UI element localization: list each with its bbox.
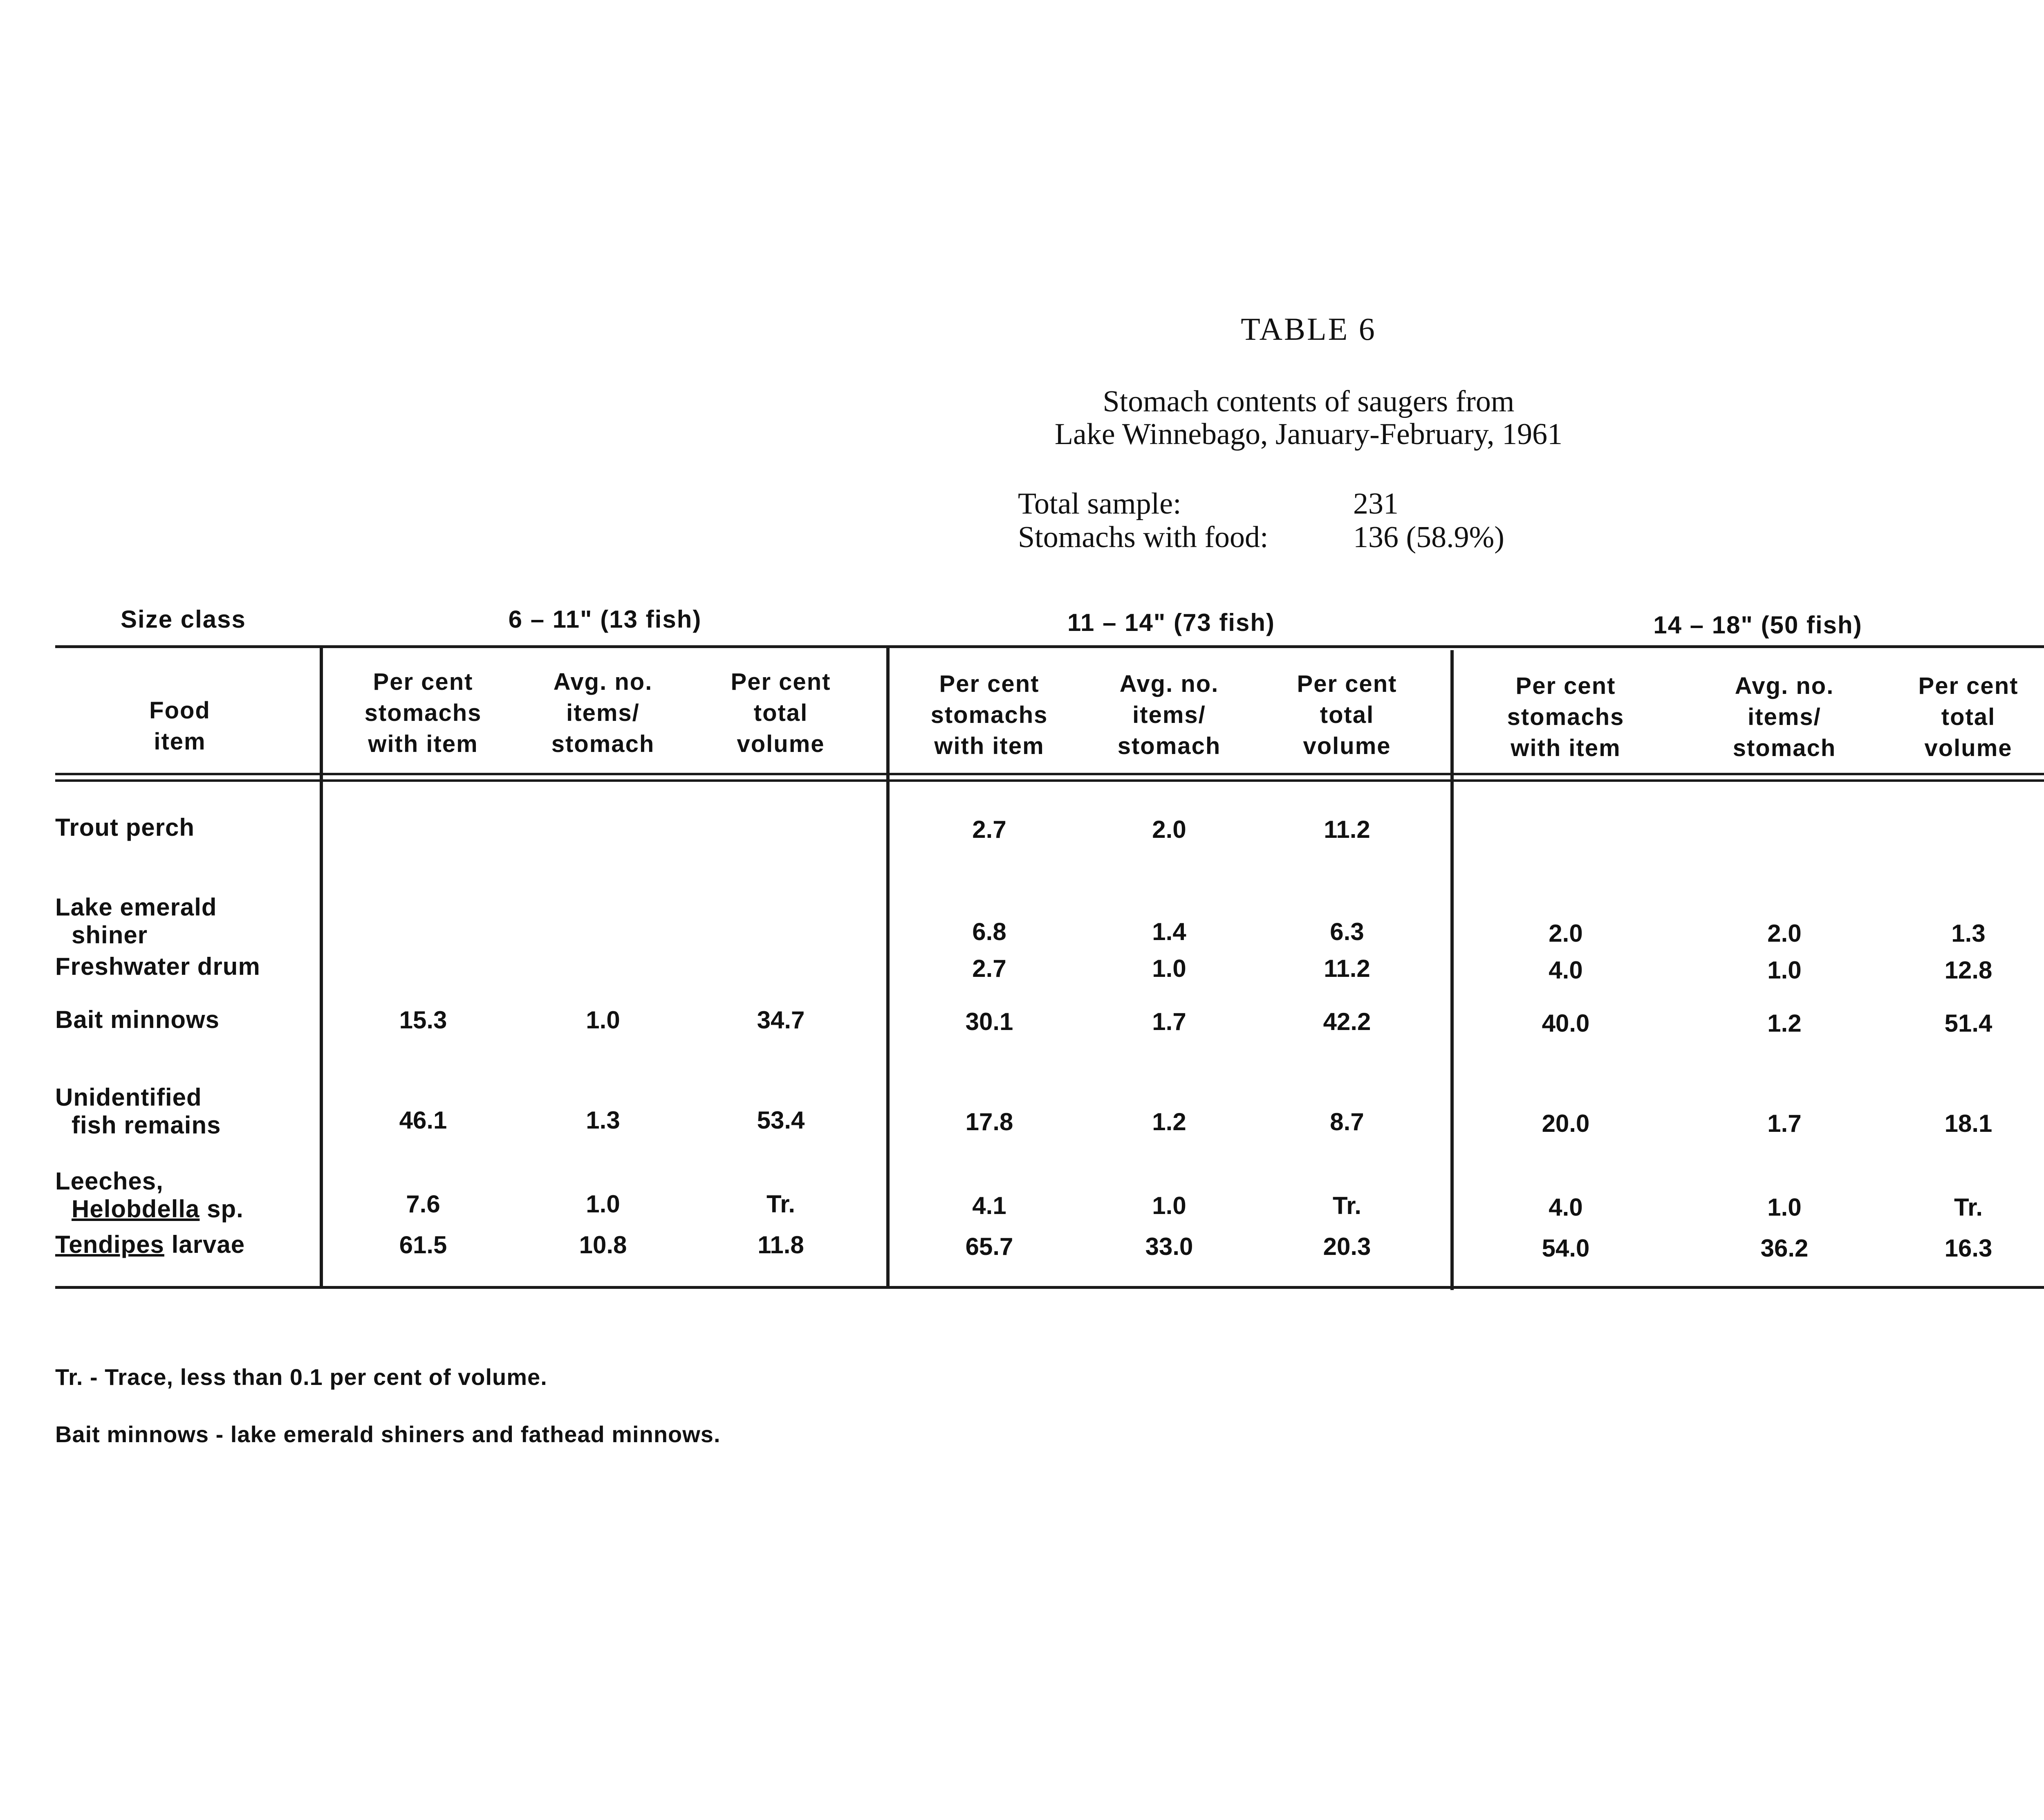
column-header-g1-c1 xyxy=(356,667,491,760)
group-header-14-18: 14 – 18" (50 fish) xyxy=(1653,611,1862,639)
table-caption-line-2: Lake Winnebago, January-February, 1961 xyxy=(1054,417,1563,451)
row-label-line: shiner xyxy=(72,921,148,949)
header-double-rule-bottom xyxy=(55,779,2044,782)
column-header-line: Avg. no. xyxy=(1735,673,1834,699)
table-cell: 1.7 xyxy=(1767,1110,1802,1137)
column-header-line: Per cent xyxy=(1918,673,2019,699)
column-divider-1 xyxy=(320,646,323,1288)
column-header-line: stomach xyxy=(551,731,655,757)
row-label xyxy=(55,814,195,842)
table-cell: Tr. xyxy=(766,1190,796,1218)
row-label xyxy=(55,1084,221,1139)
table-cell: 1.0 xyxy=(1152,1192,1186,1219)
table-cell: 1.3 xyxy=(586,1106,620,1134)
row-label-line: fish remains xyxy=(72,1111,221,1139)
column-header-line: items/ xyxy=(1748,704,1821,730)
table-cell: 54.0 xyxy=(1542,1234,1590,1262)
stomachs-with-food-value: 136 (58.9%) xyxy=(1353,521,1504,554)
column-header-line: volume xyxy=(1924,735,2013,761)
column-header-line: Per cent xyxy=(939,671,1040,697)
row-label xyxy=(55,1231,245,1259)
table-cell: 42.2 xyxy=(1323,1008,1371,1035)
group-header-11-14: 11 – 14" (73 fish) xyxy=(1067,609,1275,636)
column-header-line: Avg. no. xyxy=(553,669,653,695)
species-name: Helobdella xyxy=(72,1195,200,1223)
table-cell: Tr. xyxy=(1954,1194,1983,1221)
column-header-g1-c3 xyxy=(713,667,848,760)
column-header-line: Avg. no. xyxy=(1119,671,1219,697)
column-header-g2-c1 xyxy=(922,669,1057,762)
table-cell: 11.2 xyxy=(1324,816,1370,843)
column-header-g3-c3 xyxy=(1901,671,2036,764)
table-cell: Tr. xyxy=(1332,1192,1362,1219)
column-header-line: items/ xyxy=(1132,702,1206,728)
stomachs-with-food-label: Stomachs with food: xyxy=(1018,521,1269,554)
table-cell: 33.0 xyxy=(1145,1233,1193,1260)
row-label-line xyxy=(55,1195,244,1223)
table-cell: 20.0 xyxy=(1542,1110,1590,1137)
table-cell: 46.1 xyxy=(399,1106,447,1134)
table-caption-line-1: Stomach contents of saugers from xyxy=(1103,385,1515,418)
column-header-line: volume xyxy=(737,731,825,757)
column-divider-2 xyxy=(886,648,890,1288)
table-cell: 34.7 xyxy=(757,1006,805,1034)
species-suffix: sp. xyxy=(199,1195,244,1223)
column-header-line: total xyxy=(753,700,808,726)
table-cell: 1.2 xyxy=(1152,1108,1186,1136)
table-cell: 40.0 xyxy=(1542,1010,1590,1037)
column-header-line: stomachs xyxy=(930,702,1048,728)
row-label xyxy=(55,953,260,981)
table-cell: 2.7 xyxy=(972,955,1006,982)
row-label-line: Freshwater drum xyxy=(55,953,260,980)
table-cell: 15.3 xyxy=(399,1006,447,1034)
table-cell: 11.2 xyxy=(1324,955,1370,982)
table-cell: 4.1 xyxy=(972,1192,1006,1219)
table-cell: 8.7 xyxy=(1330,1108,1364,1136)
genus-name: Tendipes xyxy=(55,1231,164,1258)
column-header-line: Per cent xyxy=(373,669,473,695)
table-cell: 6.3 xyxy=(1330,918,1364,945)
row-label xyxy=(55,893,217,949)
row-label-line xyxy=(55,1231,245,1259)
column-header-g3-c2 xyxy=(1717,671,1852,764)
table-cell: 1.0 xyxy=(586,1190,620,1218)
row-label xyxy=(55,1006,220,1034)
table-cell: 2.0 xyxy=(1152,816,1186,843)
row-label-line: Bait minnows xyxy=(55,1006,220,1033)
column-header-line: total xyxy=(1941,704,1996,730)
column-header-line: with item xyxy=(1511,735,1621,761)
column-header-line: Per cent xyxy=(731,669,831,695)
table-cell: 18.1 xyxy=(1944,1110,1992,1137)
table-cell: 51.4 xyxy=(1944,1010,1992,1037)
total-sample-value: 231 xyxy=(1353,487,1399,521)
table-cell: 1.0 xyxy=(1152,955,1186,982)
table-cell: 10.8 xyxy=(579,1231,627,1259)
column-header-line: Per cent xyxy=(1515,673,1616,699)
row-label-line: Leeches, xyxy=(55,1167,164,1195)
table-cell: 6.8 xyxy=(972,918,1006,945)
column-header-g3-c1 xyxy=(1498,671,1633,764)
column-header-line: stomach xyxy=(1732,735,1836,761)
table-cell: 1.7 xyxy=(1152,1008,1186,1035)
size-class-header: Size class xyxy=(121,606,246,633)
food-item-header xyxy=(137,695,223,757)
table-cell: 4.0 xyxy=(1549,1194,1583,1221)
food-item-header-line-2: item xyxy=(154,728,206,755)
header-top-rule xyxy=(55,645,2044,648)
table-cell: 2.7 xyxy=(972,816,1006,843)
table-title: TABLE 6 xyxy=(1241,311,1376,347)
table-cell: 1.2 xyxy=(1767,1010,1802,1037)
column-header-line: Per cent xyxy=(1297,671,1397,697)
table-cell: 4.0 xyxy=(1549,956,1583,984)
table-cell: 1.4 xyxy=(1152,918,1186,945)
column-header-g2-c2 xyxy=(1102,669,1237,762)
table-cell: 1.0 xyxy=(586,1006,620,1034)
header-double-rule-top xyxy=(55,773,2044,775)
table-cell: 20.3 xyxy=(1323,1233,1371,1260)
table-cell: 2.0 xyxy=(1549,920,1583,947)
row-label-line: Unidentified xyxy=(55,1084,202,1111)
column-header-line: with item xyxy=(368,731,478,757)
column-header-line: with item xyxy=(934,733,1044,759)
row-label xyxy=(55,1167,244,1223)
column-header-line: total xyxy=(1320,702,1374,728)
total-sample-label: Total sample: xyxy=(1018,487,1181,521)
table-cell: 1.3 xyxy=(1951,920,1986,947)
row-label-line: Lake emerald xyxy=(55,893,217,921)
column-header-g1-c2 xyxy=(536,667,670,760)
column-header-line: stomachs xyxy=(1507,704,1625,730)
column-header-line: stomach xyxy=(1117,733,1221,759)
group-header-6-11: 6 – 11" (13 fish) xyxy=(508,606,702,633)
table-cell: 30.1 xyxy=(965,1008,1013,1035)
food-item-header-line-1: Food xyxy=(149,697,211,724)
table-cell: 65.7 xyxy=(965,1233,1013,1260)
column-header-line: items/ xyxy=(566,700,640,726)
table-cell: 53.4 xyxy=(757,1106,805,1134)
column-divider-3 xyxy=(1450,650,1454,1290)
table-cell: 17.8 xyxy=(965,1108,1013,1136)
table-bottom-rule xyxy=(55,1286,2044,1289)
table-cell: 7.6 xyxy=(406,1190,440,1218)
table-cell: 36.2 xyxy=(1760,1234,1809,1262)
footnote-trace: Tr. - Trace, less than 0.1 per cent of volume. xyxy=(55,1364,547,1390)
table-cell: 12.8 xyxy=(1944,956,1992,984)
table-cell: 1.0 xyxy=(1767,1194,1802,1221)
genus-suffix: larvae xyxy=(164,1231,245,1258)
table-cell: 16.3 xyxy=(1944,1234,1992,1262)
column-header-line: stomachs xyxy=(364,700,482,726)
footnote-bait-minnows: Bait minnows - lake emerald shiners and fathead minnows. xyxy=(55,1421,721,1447)
table-cell: 11.8 xyxy=(758,1231,804,1259)
table-cell: 2.0 xyxy=(1767,920,1802,947)
row-label-line: Trout perch xyxy=(55,814,195,841)
table-cell: 1.0 xyxy=(1767,956,1802,984)
column-header-line: volume xyxy=(1303,733,1391,759)
column-header-g2-c3 xyxy=(1280,669,1414,762)
table-cell: 61.5 xyxy=(399,1231,447,1259)
